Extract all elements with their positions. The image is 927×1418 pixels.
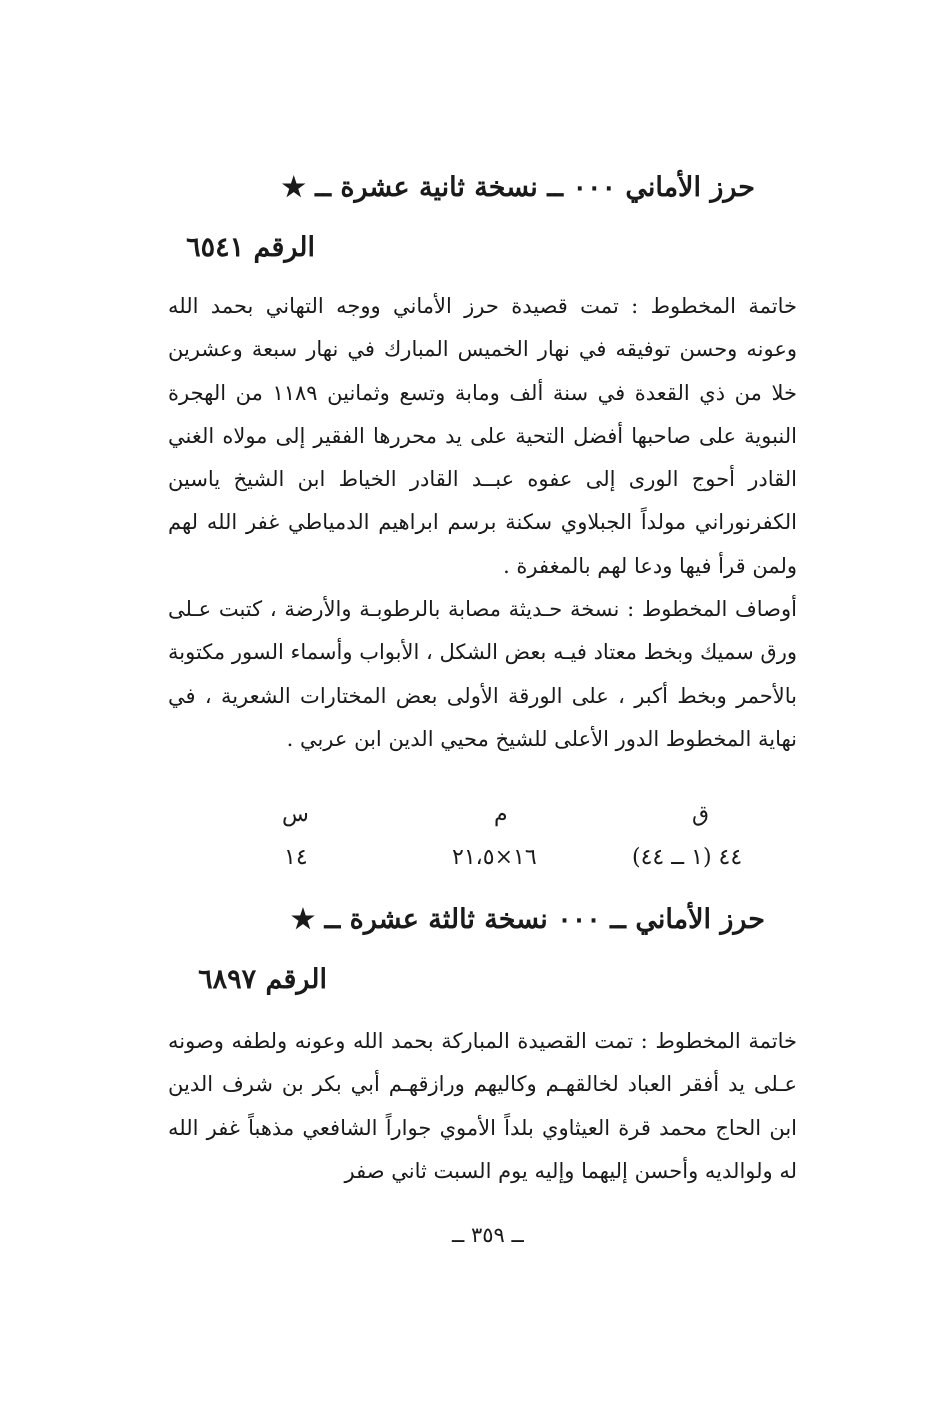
page-number: ــ ٣٥٩ ــ — [452, 1223, 524, 1247]
section2-heading: حرز الأماني ــ ٠٠٠ نسخة ثالثة عشرة ــ ★ — [290, 904, 765, 935]
section1-description-text: أوصاف المخطوط : نسخة حـديثة مصابة بالرطوبـة والأرضة ، كتبت عـلى ورق سميك وبخط معتاد فيـه بعض الشكل ، الأبواب وأسماء السور مكتوبة بالأحمر وبخط أكبر ، على الورقة الأولى بعض المختارات الشعرية ، في نهاية المخطوط الدور الأعلى للشيخ محيي الدين ابن عربي . — [168, 597, 797, 751]
section1-colophon-text: خاتمة المخطوط : تمت قصيدة حرز الأماني ووجه التهاني بحمد الله وعونه وحسن توفيقه في نهار الخميس المبارك في نهار سبعة وعشرين خلا من ذي القعدة في سنة ألف ومابة وتسع وثمانين ١١٨٩ من الهجرة النبوية على صاحبها أفضل التحية على يد محررها الفقير إلى مولاه الغني القادر أحوج الورى إلى عفوه عبــد القادر الخياط ابن الشيخ ياسين الكفرنوراني مولداً الجبلاوي سكنة برسم ابراهيم الدمياطي غفر الله لهم ولمن قرأ فيها ودعا لهم بالمغفرة . — [168, 294, 797, 578]
section1-colophon — [168, 285, 797, 588]
section2-number: الرقم ٦٨٩٧ — [198, 964, 327, 995]
section1-number: الرقم ٦٥٤١ — [186, 232, 315, 263]
section1-description — [168, 588, 797, 761]
section1-heading: حرز الأماني ٠٠٠ ــ نسخة ثانية عشرة ــ ★ — [281, 172, 755, 203]
section2-colophon — [168, 1020, 797, 1193]
measure-m-label: م — [494, 802, 508, 827]
measure-q-label: ق — [692, 802, 710, 827]
measure-m-value: ١٦×٢١،٥ — [452, 845, 537, 870]
measure-s-label: س — [282, 802, 309, 827]
measure-s-value: ١٤ — [284, 845, 308, 870]
section2-colophon-text: خاتمة المخطوط : تمت القصيدة المباركة بحمد الله وعونه ولطفه وصونه عـلى يد أفقر العباد لخالقهـم وكاليهم ورازقهـم أبي بكر بن شرف الدين ابن الحاج محمد قرة العيثاوي بلداً الأموي جواراً الشافعي مذهباً غفر الله له ولوالديه وأحسن إليهما وإليه يوم السبت ثاني صفر — [168, 1029, 797, 1183]
measure-q-value: ٤٤ (١ ــ ٤٤) — [632, 845, 743, 870]
